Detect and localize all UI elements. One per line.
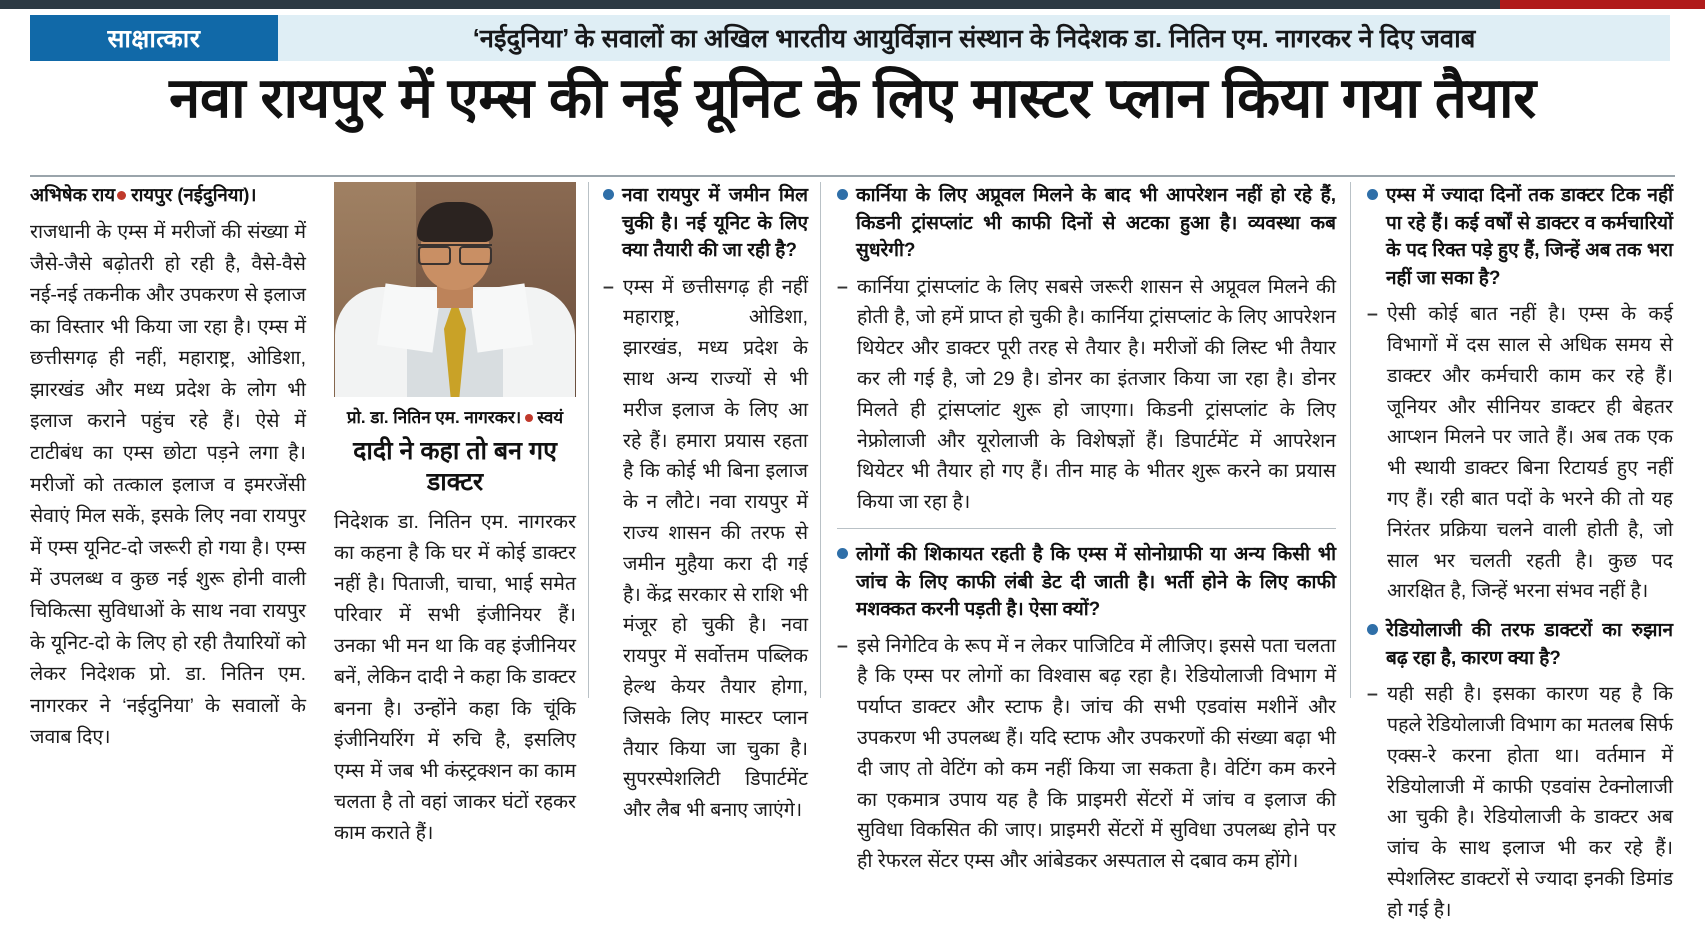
photo-caption-name: प्रो. डा. नितिन एम. नागरकर।: [346, 408, 522, 427]
portrait-photo: [334, 182, 576, 397]
dash-icon: –: [837, 275, 848, 298]
headline-divider: [30, 175, 1675, 177]
bullet-icon: [1367, 189, 1378, 200]
qa-question-text: रेडियोलाजी की तरफ डाक्टरों का रुझान बढ़ रहा है, कारण क्या है?: [1386, 620, 1673, 669]
qa-question: [603, 182, 808, 265]
column-two: [320, 182, 588, 845]
qa-question: [837, 182, 1336, 265]
qa-answer: [603, 272, 808, 826]
sidebar-subhead: दादी ने कहा तो बन गए डाक्टर: [353, 437, 557, 497]
photo-collar-right: [469, 283, 533, 352]
qa-answer-text: ऐसी कोई बात नहीं है। एम्स के कई विभागों में दस साल से अधिक समय से डाक्टर और कर्मचारी काम कर रहे हैं। जूनियर और सीनियर डाक्टर ही बेहतर आप्शन मिलने पर जाते हैं। अब तक एक भी स्थायी डाक्टर बिना रिटायर्ड हुए नहीं गए हैं। रही बात पदों के भरने की तो यह निरंतर प्रक्रिया चलने वाली होती है, जो साल भर चलती रहती है। कुछ पद आरक्षित है, जिन्हें भरना संभव नहीं है।: [1387, 303, 1673, 603]
column-three: [588, 182, 820, 822]
article-columns: [30, 182, 1675, 921]
qa-answer-text: कार्निया ट्रांसप्लांट के लिए सबसे जरूरी शासन से अप्रूवल मिलने की होती है, जो हमें प्राप्त हो चुकी है। कार्निया ट्रांसप्लांट के लिए आपरेशन थियेटर और डाक्टर पूरी तरह से तैयार है। मरीजों की लिस्ट भी तैयार कर ली गई है, जो 29 है। डोनर का इंतजार किया जा रहा है। डोनर मिलते ही ट्रांसप्लांट शुरू हो जाएगा। किडनी ट्रांसप्लांट के लिए नेफ्रोलाजी और यूरोलाजी के विशेषज्ञों हैं। डिपार्टमेंट में आपरेशन थियेटर भी तैयार हो गए हैं। तीन माह के भीतर शुरू करने का प्रयास किया जा रहा है।: [857, 275, 1336, 514]
bullet-icon: [837, 189, 848, 200]
qa-answer-text: एम्स में छत्तीसगढ़ ही नहीं महाराष्ट्र, ओडिशा, झारखंड, मध्य प्रदेश के साथ अन्य राज्यों से भी मरीज इलाज के लिए आ रहे हैं। हमारा प्रयास रहता है कि कोई भी बिना इलाज के न लौटे। नवा रायपुर में राज्य शासन की तरफ से जमीन मुहैया करा दी गई है। केंद्र सरकार से राशि भी मंजूर हो चुकी है। नवा रायपुर में सर्वोत्तम पब्लिक हेल्थ केयर तैयार होगा, जिसके लिए मास्टर प्लान तैयार किया जा चुका है। सुपरस्पेशलिटी डिपार्टमेंट और लैब भी बनाए जाएंगे।: [623, 275, 808, 822]
byline: [30, 182, 306, 207]
photo-caption: [334, 405, 576, 428]
qa-block: [1367, 617, 1673, 925]
bullet-icon: [837, 548, 848, 559]
top-strip-dark-segment: [0, 0, 1500, 9]
qa-answer-text: इसे निगेटिव के रूप में न लेकर पाजिटिव में लीजिए। इससे पता चलता है कि एम्स पर लोगों का विश्वास बढ़ रहा है। रेडियोलाजी विभाग में पर्याप्त डाक्टर और स्टाफ है। जांच की सभी एडवांस मशीनें और उपकरण भी उपलब्ध हैं। यदि स्टाफ और उपकरणों की संख्या बढ़ा भी दी जाए तो वेटिंग को कम नहीं किया जा सकता है। वेटिंग कम करने का एकमात्र उपाय यह है कि प्राइमरी सेंटरों में जांच व इलाज की सुविधा विकसित की जाए। प्राइमरी सेंटरों में सुविधा उपलब्ध होने पर ही रेफरल सेंटर एम्स और आंबेडकर अस्पताल से दबाव कम होंगे।: [857, 634, 1336, 873]
qa-block: [837, 182, 1336, 518]
byline-place: रायपुर (नईदुनिया)।: [131, 184, 257, 205]
dash-icon: –: [1367, 683, 1378, 706]
interview-deck: ‘नईदुनिया’ के सवालों का अखिल भारतीय आयुर्विज्ञान संस्थान के निदेशक डा. नितिन एम. नागरकर ने दिए जवाब: [472, 25, 1476, 53]
qa-question: [1367, 182, 1673, 292]
qa-answer: [1367, 299, 1673, 607]
page-title: नवा रायपुर में एम्स की नई यूनिट के लिए मास्टर प्लान किया गया तैयार: [169, 66, 1536, 129]
photo-collar-left: [377, 283, 441, 352]
bullet-icon: [603, 189, 614, 200]
qa-answer-text: यही सही है। इसका कारण यह है कि पहले रेडियोलाजी विभाग का मतलब सिर्फ एक्स-रे करना होता था। वर्तमान में रेडियोलाजी में काफी एडवांस टेक्नोलाजी आ चुकी है। रेडियोलाजी के डाक्टर अब जांच के साथ इलाज भी कर रहे हैं। स्पेशलिस्ट डाक्टरों से ज्यादा इनकी डिमांड हो गई है।: [1387, 683, 1673, 921]
qa-answer: [1367, 679, 1673, 925]
qa-block: [837, 541, 1336, 877]
qa-answer: [837, 272, 1336, 518]
qa-question-text: कार्निया के लिए अप्रूवल मिलने के बाद भी आपरेशन नहीं हो रहे हैं, किडनी ट्रांसप्लांट भी काफी दिनों से अटका हुआ है। व्यवस्था कब सुधरेगी?: [856, 185, 1336, 262]
interview-tag: साक्षात्कार: [30, 15, 278, 61]
interview-band: [30, 15, 1670, 61]
qa-question: [1367, 617, 1673, 672]
top-strip-red-segment: [1500, 0, 1705, 9]
column-five: [1350, 182, 1675, 921]
qa-answer: [837, 631, 1336, 877]
bullet-icon: [525, 414, 533, 422]
qa-question: [837, 541, 1336, 624]
qa-question-text: एम्स में ज्यादा दिनों तक डाक्टर टिक नहीं पा रहे हैं। कई वर्षों से डाक्टर व कर्मचारियों के पद रिक्त पड़े हुए हैं, जिन्हें अब तक भरा नहीं जा सका है?: [1386, 185, 1673, 289]
dash-icon: –: [1367, 303, 1378, 326]
qa-block: [1367, 182, 1673, 607]
photo-glasses: [418, 244, 492, 263]
lead-paragraph: राजधानी के एम्स में मरीजों की संख्या में जैसे-जैसे बढ़ोतरी हो रही है, वैसे-वैसे नई-नई तकनीक और उपकरण से इलाज का विस्तार भी किया जा रहा है। एम्स में छत्तीसगढ़ ही नहीं, महाराष्ट्र, ओडिशा, झारखंड और मध्य प्रदेश के लोग भी इलाज कराने पहुंच रहे हैं। ऐसे में टाटीबंध का एम्स छोटा पड़ने लगा है। मरीजों को तत्काल इलाज व इमरजेंसी सेवाएं मिल सकें, इसके लिए नवा रायपुर में एम्स यूनिट-दो जरूरी हो गया है। एम्स में उपलब्ध व कुछ नई शुरू होनी वाली चिकित्सा सुविधाओं के साथ नवा रायपुर के यूनिट-दो के लिए हो रही तैयारियों को लेकर निदेशक प्रो. डा. नितिन एम. नागरकर ने ‘नईदुनिया’ के सवालों के जवाब दिए।: [30, 221, 306, 749]
qa-question-text: लोगों की शिकायत रहती है कि एम्स में सोनोग्राफी या अन्य किसी भी जांच के लिए काफी लंबी डेट दी जाती है। भर्ती होने के लिए काफी मशक्कत करनी पड़ती है। ऐसा क्यों?: [856, 544, 1336, 621]
photo-credit: स्वयं: [537, 408, 564, 427]
qa-block: [603, 182, 808, 826]
top-color-strip: [0, 0, 1705, 9]
qa-divider: [837, 528, 1336, 529]
dash-icon: –: [603, 275, 614, 298]
sidebar-body: निदेशक डा. नितिन एम. नागरकर का कहना है कि घर में कोई डाक्टर नहीं है। पिताजी, चाचा, भाई समेत परिवार में सभी इंजीनियर हैं। उनका भी मन था कि वह इंजीनियर बनें, लेकिन दादी ने कहा कि डाक्टर बनना है। उन्होंने कहा कि चूंकि इंजीनियरिंग में रुचि है, इसलिए एम्स में जब भी कंस्ट्रक्शन का काम चलता है तो वहां जाकर घंटों रहकर काम कराते हैं।: [334, 510, 576, 845]
column-four: [820, 182, 1350, 873]
column-one: [30, 182, 320, 749]
bullet-icon: [1367, 624, 1378, 635]
byline-author: अभिषेक राय: [30, 184, 116, 205]
qa-question-text: नवा रायपुर में जमीन मिल चुकी है। नई यूनिट के लिए क्या तैयारी की जा रही है?: [622, 185, 808, 262]
dash-icon: –: [837, 634, 848, 657]
bullet-icon: [117, 191, 126, 200]
